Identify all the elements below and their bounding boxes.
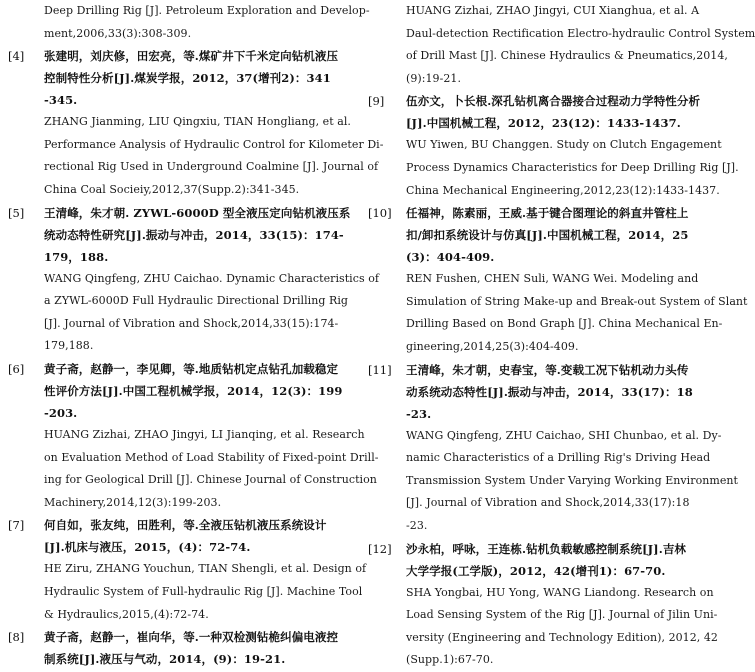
reference-line: 张建明，刘庆修，田宏亮，等.煤矿井下千米定向钻机液压 [44, 49, 339, 64]
reference-line: 性评价方法[J].中国工程机械学报，2014，12(3)：199 [44, 383, 343, 398]
reference-line: of Drill Mast [J]. Chinese Hydraulics & Pneumatics,2014, [406, 49, 728, 63]
reference-chinese [406, 202, 692, 268]
reference-line: Process Dynamics Characteristics for Deep Drilling Rig [J]. [406, 160, 739, 174]
reference-english [44, 111, 384, 201]
reference-entry [0, 514, 367, 626]
reference-line: namic Characteristics of a Drilling Rig's Driving Head [406, 451, 711, 465]
reference-line: REN Fushen, CHEN Suli, WANG Wei. Modeling and [406, 272, 699, 286]
reference-number: [8] [8, 630, 25, 645]
reference-line: (Supp.1):67-70. [406, 653, 494, 667]
reference-line: Daul-detection Rectification Electro-hydraulic Control System [406, 26, 755, 40]
reference-chinese [44, 358, 343, 424]
reference-line: ZHANG Jianming, LIU Qingxiu, TIAN Hongliang, et al. [44, 115, 351, 129]
reference-english [44, 424, 379, 514]
right-column [362, 0, 755, 672]
reference-entry [0, 358, 379, 514]
reference-english [406, 268, 748, 358]
reference-line: 控制特性分析[J].煤炭学报，2012，37(增刊2)：341 [44, 71, 331, 86]
reference-line: 扣/卸扣系统设计与仿真[J].中国机械工程，2014，25 [406, 228, 689, 243]
reference-line: versity (Engineering and Technology Edition), 2012, 42 [406, 630, 718, 644]
reference-line: [J].中国机械工程，2012，23(12)：1433-1437. [406, 116, 681, 131]
reference-entry [362, 90, 739, 202]
reference-line: 黄子斋，赵静一，崔向华，等.一种双检测钻桅纠偏电液控 [44, 630, 339, 645]
reference-chinese [406, 90, 701, 134]
reference-line: Machinery,2014,12(3):199-203. [44, 495, 222, 509]
reference-line: SHA Yongbai, HU Yong, WANG Liandong. Research on [406, 585, 714, 599]
reference-entry [0, 626, 338, 670]
reference-line: & Hydraulics,2015,(4):72-74. [44, 607, 209, 621]
reference-line: 伍亦文，卜长根.深孔钻机离合器接合过程动力学特性分析 [406, 94, 701, 109]
reference-english [44, 558, 367, 626]
reference-number: [4] [8, 49, 25, 64]
reference-line: Simulation of String Make-up and Break-out System of Slant [406, 294, 748, 308]
reference-line: -23. [406, 406, 432, 421]
reference-entry [362, 0, 755, 90]
reference-entry [0, 0, 370, 45]
reference-english [406, 0, 755, 90]
reference-line: 动系统动态特性[J].振动与冲击，2014，33(17)：18 [406, 384, 693, 399]
reference-line: -203. [44, 405, 78, 420]
reference-line: China Coal Socieiy,2012,37(Supp.2):341-345. [44, 182, 300, 196]
reference-line: HUANG Zizhai, ZHAO Jingyi, LI Jianqing, et al. Research [44, 427, 365, 441]
reference-number: [11] [368, 362, 392, 377]
reference-entry [362, 359, 739, 538]
reference-line: HUANG Zizhai, ZHAO Jingyi, CUI Xianghua, et al. A [406, 4, 700, 17]
reference-line: 何自如，张友纯，田胜利，等.全液压钻机液压系统设计 [44, 518, 327, 533]
reference-entry [0, 202, 379, 358]
reference-line: Drilling Based on Bond Graph [J]. China Mechanical En- [406, 317, 723, 331]
reference-line: Load Sensing System of the Rig [J]. Journal of Jilin Uni- [406, 608, 718, 622]
reference-line: (9):19-21. [406, 71, 461, 85]
reference-english [406, 134, 739, 202]
reference-chinese [406, 359, 692, 425]
reference-number: [9] [368, 94, 385, 109]
reference-chinese [44, 45, 338, 111]
reference-chinese [406, 538, 692, 582]
reference-line: a ZYWL-6000D Full Hydraulic Directional Drilling Rig [44, 294, 348, 308]
reference-entry [362, 202, 748, 358]
reference-line: Deep Drilling Rig [J]. Petroleum Exploration and Develop- [44, 4, 370, 17]
reference-line: 王清峰，朱才朝. ZYWL-6000D 型全液压定向钻机液压系 [44, 205, 351, 220]
reference-line: China Mechanical Engineering,2012,23(12):1433-1437. [406, 183, 720, 197]
reference-line: [J]. Journal of Vibration and Shock,2014,33(17):18 [406, 496, 690, 510]
reference-line: Performance Analysis of Hydraulic Control for Kilometer Di- [44, 137, 384, 151]
reference-line: [J].机床与液压，2015，(4)：72-74. [44, 540, 251, 555]
reference-line: ing for Geological Drill [J]. Chinese Journal of Construction [44, 473, 377, 487]
reference-number: [12] [368, 541, 392, 556]
reference-chinese [44, 626, 338, 670]
reference-entry [0, 45, 384, 201]
reference-number: [5] [8, 205, 25, 220]
reference-line: 黄子斋，赵静一，李见卿，等.地质钻机定点钻孔加载稳定 [44, 361, 339, 376]
reference-line: on Evaluation Method of Load Stability of Fixed-point Drill- [44, 450, 379, 464]
reference-line: 大学学报(工学版)，2012，42(增刊1)：67-70. [406, 563, 666, 578]
reference-number: [7] [8, 518, 25, 533]
reference-line: 179,188. [44, 339, 94, 353]
reference-line: 制系统[J].液压与气动，2014，(9)：19-21. [44, 652, 286, 667]
reference-line: WU Yiwen, BU Changgen. Study on Clutch Engagement [406, 138, 722, 152]
reference-english [406, 582, 718, 672]
reference-chinese [44, 202, 351, 268]
reference-line: -345. [44, 93, 78, 108]
reference-line: 179，188. [44, 249, 109, 264]
reference-line: 统动态特性研究[J].振动与冲击，2014，33(15)：174- [44, 227, 344, 242]
reference-line: rectional Rig Used in Underground Coalmine [J]. Journal of [44, 160, 379, 174]
reference-line: WANG Qingfeng, ZHU Caichao, SHI Chunbao, et al. Dy- [406, 428, 722, 442]
reference-line: HE Ziru, ZHANG Youchun, TIAN Shengli, et al. Design of [44, 562, 367, 576]
reference-line: WANG Qingfeng, ZHU Caichao. Dynamic Characteristics of [44, 271, 379, 285]
reference-line: [J]. Journal of Vibration and Shock,2014,33(15):174- [44, 316, 339, 330]
reference-chinese [44, 514, 338, 558]
reference-line: 王清峰，朱才朝，史春宝，等.变载工况下钻机动力头传 [406, 362, 689, 377]
reference-line: Transmission System Under Varying Working Environment [406, 473, 739, 487]
reference-number: [10] [368, 206, 392, 221]
reference-line: gineering,2014,25(3):404-409. [406, 339, 579, 353]
reference-line: -23. [406, 518, 428, 532]
reference-line: 任福神，陈素丽，王威.基于键合图理论的斜直井管柱上 [406, 206, 689, 221]
reference-number: [6] [8, 361, 25, 376]
reference-entry [362, 538, 718, 672]
reference-line: (3)：404-409. [406, 250, 495, 265]
reference-english [44, 268, 379, 358]
reference-english [406, 425, 739, 538]
reference-line: Hydraulic System of Full-hydraulic Rig [J]. Machine Tool [44, 584, 363, 598]
reference-line: 沙永柏，呼咏，王连栋.钻机负载敏感控制系统[J].吉林 [406, 541, 687, 556]
reference-line: ment,2006,33(3):308-309. [44, 26, 192, 40]
reference-english [44, 0, 370, 45]
